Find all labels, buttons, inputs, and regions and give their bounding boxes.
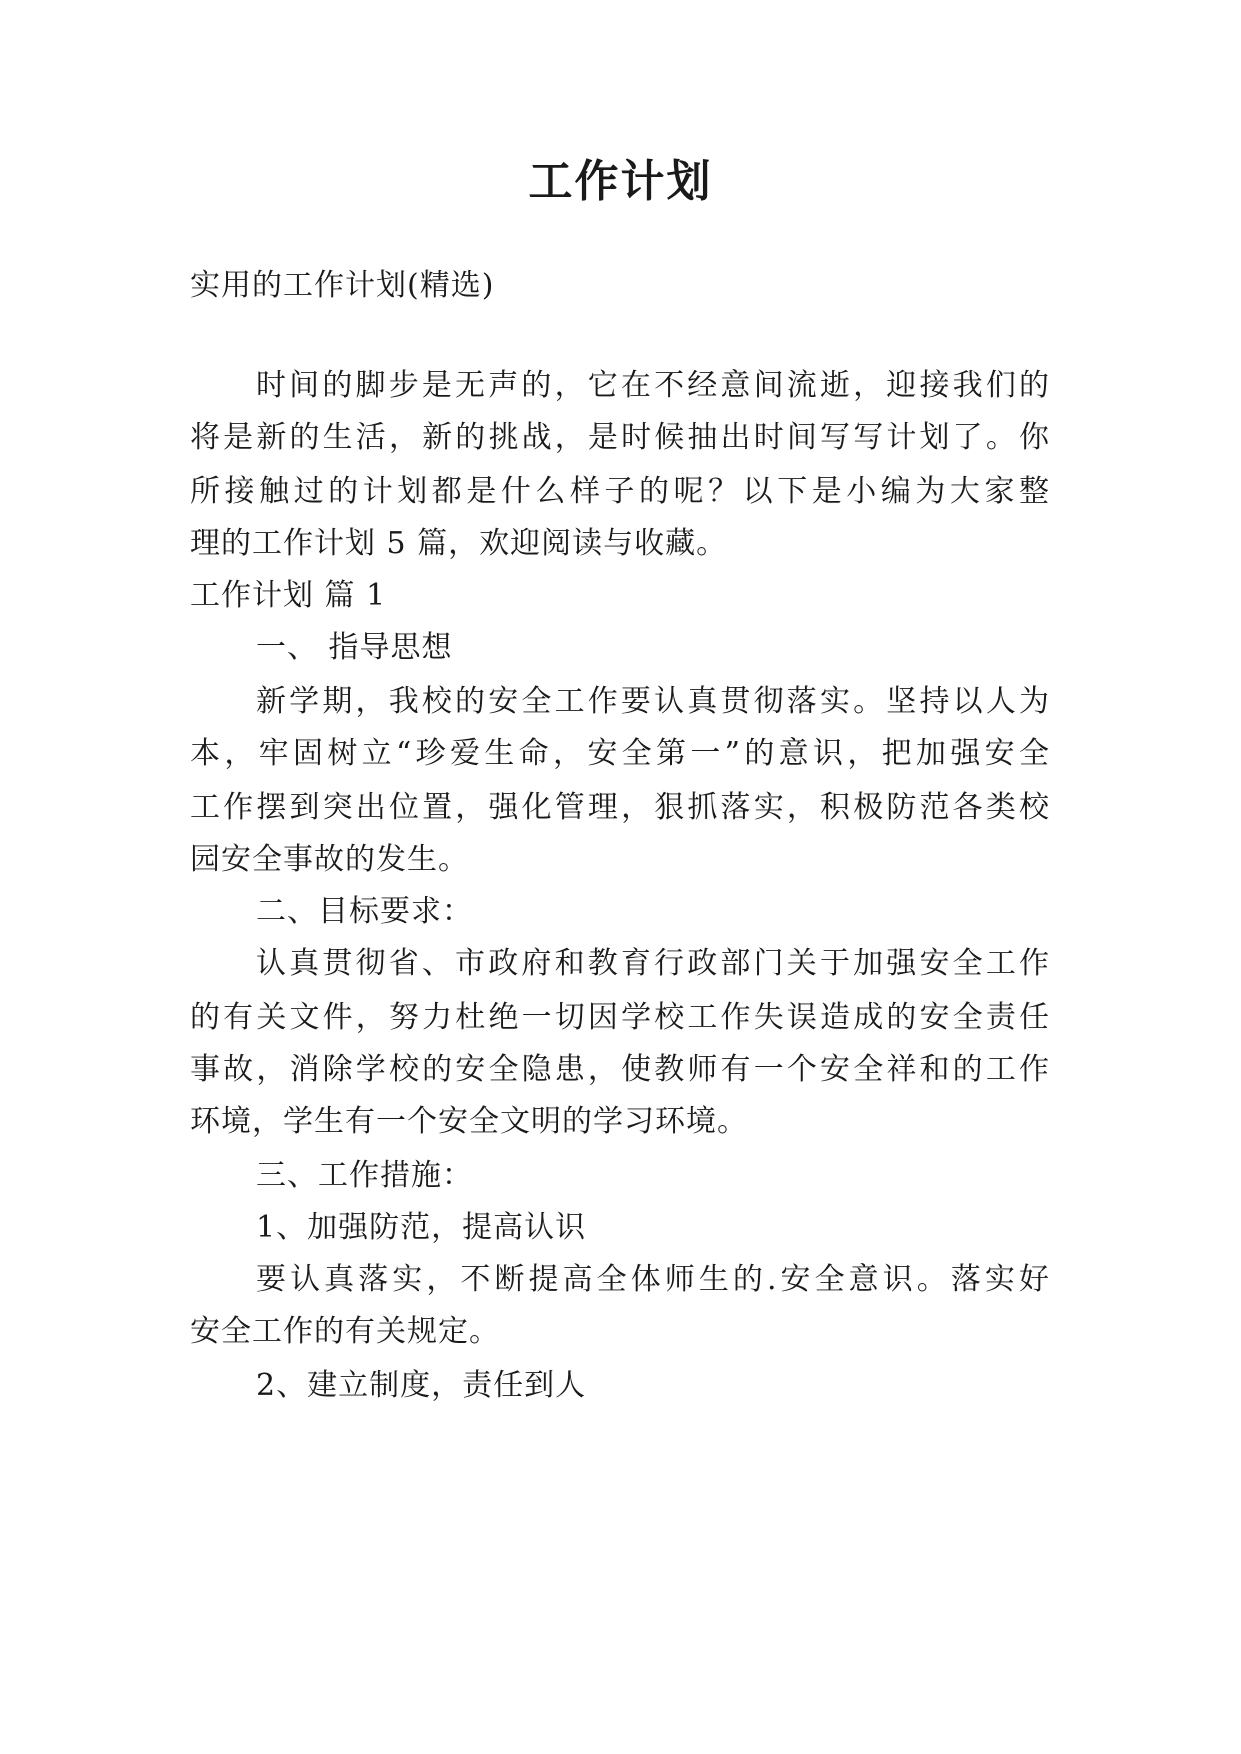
paragraph-line: 新学期，我校的安全工作要认真贯彻落实。坚持以人为 [256,684,1050,719]
paragraph-line: 时间的脚步是无声的，它在不经意间流逝，迎接我们的 [256,368,1050,403]
paragraph-line: 要认真落实，不断提高全体师生的.安全意识。落实好 [256,1262,1050,1297]
paragraph-line: 的有关文件，努力杜绝一切因学校工作失误造成的安全责任 [190,1000,1050,1035]
paragraph-line: 安全工作的有关规定。 [190,1314,500,1349]
paragraph-line: 所接触过的计划都是什么样子的呢？以下是小编为大家整 [190,474,1050,509]
paragraph-line: 将是新的生活，新的挑战，是时候抽出时间写写计划了。你 [190,420,1050,455]
subsection-heading: 一、 指导思想 [256,630,453,665]
list-item-heading: 1、加强防范，提高认识 [256,1210,587,1245]
paragraph-line: 理的工作计划 5 篇，欢迎阅读与收藏。 [190,526,728,561]
paragraph-line: 园安全事故的发生。 [190,842,469,877]
subsection-heading: 三、工作措施： [256,1158,473,1193]
subsection-heading: 二、目标要求： [256,894,473,929]
section-heading: 工作计划 篇 1 [190,578,387,613]
paragraph-line: 事故，消除学校的安全隐患，使教师有一个安全祥和的工作 [190,1052,1050,1087]
document-title: 工作计划 [528,156,713,207]
paragraph-line: 认真贯彻省、市政府和教育行政部门关于加强安全工作 [256,946,1050,981]
paragraph-line: 工作摆到突出位置，强化管理，狠抓落实，积极防范各类校 [190,790,1050,825]
paragraph-line: 环境，学生有一个安全文明的学习环境。 [190,1104,748,1139]
list-item-heading: 2、建立制度，责任到人 [256,1368,587,1403]
paragraph-line: 本，牢固树立“珍爱生命，安全第一”的意识，把加强安全 [190,736,1050,771]
document-subtitle: 实用的工作计划(精选) [190,268,495,303]
